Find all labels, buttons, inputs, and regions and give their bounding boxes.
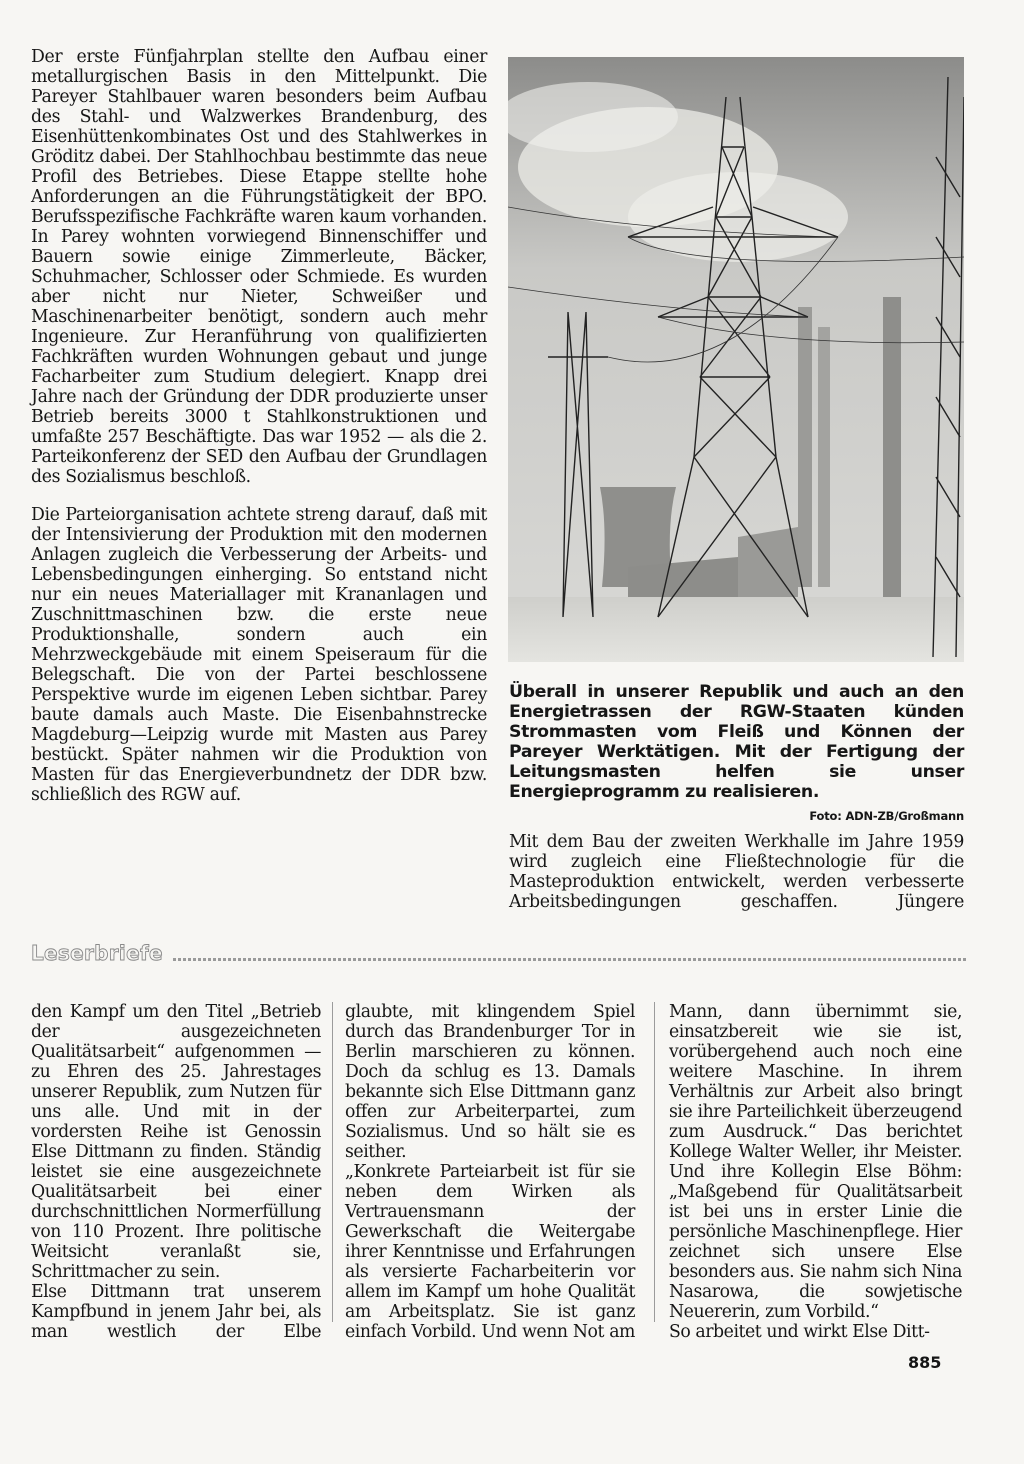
column-divider-1 <box>332 1002 333 1322</box>
letters-column-1 <box>31 1002 321 1342</box>
section-divider <box>173 958 966 961</box>
power-pylon-illustration <box>508 57 964 662</box>
letters-column-2 <box>345 1002 635 1342</box>
power-pylon-photo <box>508 57 964 662</box>
photo-caption-block <box>509 682 964 824</box>
letters-col3-paragraph-1: Mann, dann übernimmt sie, einsatzbereit wie sie ist, vorübergehend auch noch eine weitere Maschine. In ihrem Verhältnis zur Arbeit also bringt sie ihre Parteilichkeit überzeugend zum Ausdruck.“ Das berichtet Kollege Walter Weller, ihr Meister. Und ihre Kollegin Else Böhm: „Maßgebend für Qualitätsarbeit ist bei uns in erster Linie die persönliche Maschinenpflege. Hier zeichnet sich unsere Else besonders aus. Sie nahm sich Nina Nasarowa, die sowjetische Neuererin, zum Vorbild.“ <box>669 1002 962 1322</box>
letters-section-label: Leserbriefe <box>31 941 163 965</box>
letters-col1-paragraph-1: den Kampf um den Titel „Betrieb der ausgezeichneten Qualitätsarbeit“ aufgenommen — zu Ehren des 25. Jahrestages unserer Republik, zum Nutzen für uns alle. Und mit in der vordersten Reihe ist Genossin Else Dittmann zu finden. Ständig leistet sie eine ausgezeichnete Qualitätsarbeit bei einer durchschnittlichen Normerfüllung von 110 Prozent. Ihre politische Weitsicht veranlaßt sie, Schrittmacher zu sein. <box>31 1002 321 1282</box>
page-number: 885 <box>908 1353 942 1372</box>
letters-col2-paragraph-1: glaubte, mit klingendem Spiel durch das Brandenburger Tor in Berlin marschieren zu können. Doch da schlug es 13. Damals bekannte sich Else Dittmann ganz offen zur Arbeiterpartei, zum Sozialismus. Und so hält sie es seither. <box>345 1002 635 1162</box>
letters-column-3 <box>669 1002 962 1342</box>
article-paragraph-2: Die Parteiorganisation achtete streng darauf, daß mit der Intensivierung der Produktion mit den modernen Anlagen zugleich die Verbesserung der Arbeits- und Lebensbedingungen einherging. So entstand nicht nur ein neues Materiallager mit Krananlagen und Zuschnittmaschinen bzw. die erste neue Produktionshalle, sondern auch ein Mehrzweckgebäude mit einem Speiseraum für die Belegschaft. Die von der Partei beschlossene Perspektive wurde im eigenen Leben sichtbar. Parey baute damals auch Maste. Die Eisenbahnstrecke Magdeburg—Leipzig wurde mit Masten aus Parey bestückt. Später nahmen wir die Produktion von Masten für das Energieverbundnetz der DDR bzw. schließlich des RGW auf. <box>31 505 487 805</box>
column-divider-2 <box>654 1002 655 1322</box>
letters-col1-paragraph-2: Else Dittmann trat unserem Kampfbund in jenem Jahr bei, als man westlich der Elbe <box>31 1282 321 1342</box>
photo-caption: Überall in unserer Republik und auch an den Energietrassen der RGW-Staaten künden Strommasten vom Fleiß und Können der Pareyer Werktätigen. Mit der Fertigung der Leitungsmasten helfen sie unser Energieprogramm zu realisieren. <box>509 682 964 802</box>
letters-col3-paragraph-2: So arbeitet und wirkt Else Ditt- <box>669 1322 930 1342</box>
letters-col2-paragraph-2: „Konkrete Parteiarbeit ist für sie neben dem Wirken als Vertrauensmann der Gewerkschaft die Weitergabe ihrer Kenntnisse und Erfahrungen als versierte Facharbeiterin vor allem im Kampf um hohe Qualität am Arbeitsplatz. Sie ist ganz einfach Vorbild. Und wenn Not am <box>345 1162 635 1342</box>
continuation-paragraph: Mit dem Bau der zweiten Werkhalle im Jahre 1959 wird zugleich eine Fließtechnologie für die Masteproduktion entwickelt, werden verbesserte Arbeitsbedingungen geschaffen. Jüngere <box>509 832 964 912</box>
article-continuation <box>509 832 964 912</box>
letters-section-header <box>31 938 966 982</box>
article-column-left <box>31 47 487 823</box>
photo-credit: Foto: ADN-ZB/Großmann <box>809 809 964 823</box>
article-paragraph-1: Der erste Fünfjahrplan stellte den Aufbau einer metallurgischen Basis in den Mittelpunkt. Die Pareyer Stahlbauer waren besonders beim Aufbau des Stahl- und Walzwerkes Brandenburg, des Eisenhüttenkombinates Ost und des Stahlwerkes in Gröditz dabei. Der Stahlhochbau bestimmte das neue Profil des Betriebes. Diese Etappe stellte hohe Anforderungen an die Führungstätigkeit der BPO. Berufsspezifische Fachkräfte waren kaum vorhanden. In Parey wohnten vorwiegend Binnenschiffer und Bauern sowie einige Zimmerleute, Bäcker, Schuhmacher, Schlosser oder Schmiede. Es wurden aber nicht nur Nieter, Schweißer und Maschinenarbeiter benötigt, sondern auch mehr Ingenieure. Zur Heranführung von qualifizierten Fachkräften wurden Wohnungen gebaut und junge Facharbeiter zum Studium delegiert. Knapp drei Jahre nach der Gründung der DDR produzierte unser Betrieb bereits 3000 t Stahlkonstruktionen und umfaßte 257 Beschäftigte. Das war 1952 — als die 2. Parteikonferenz der SED den Aufbau der Grundlagen des Sozialismus beschloß. <box>31 47 487 487</box>
